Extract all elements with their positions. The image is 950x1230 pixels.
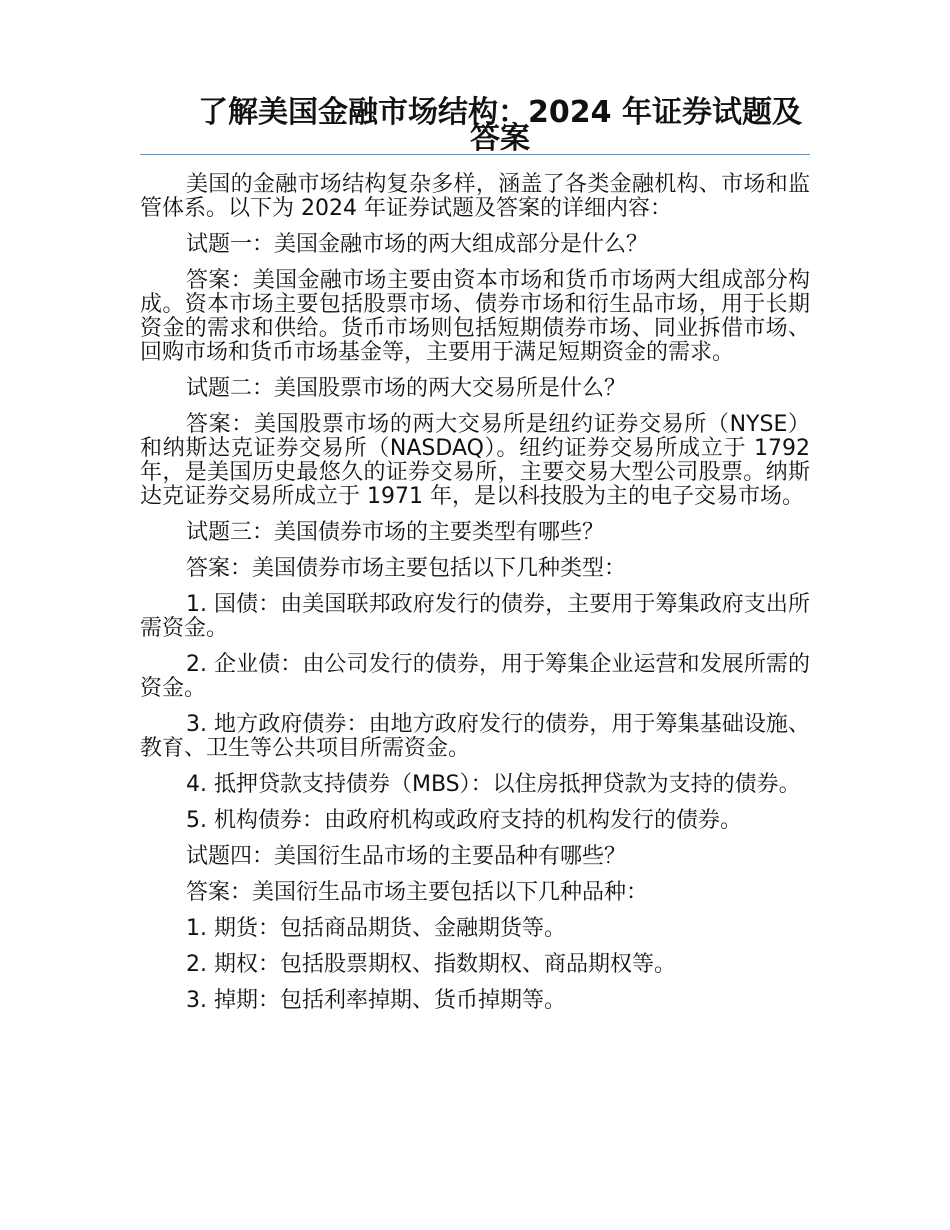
- question-4: 试题四：美国衍生品市场的主要品种有哪些？: [186, 844, 627, 869]
- question-2: 试题二：美国股票市场的两大交易所是什么？: [186, 376, 627, 401]
- derivative-type-1: 1. 期货：包括商品期货、金融期货等。: [186, 916, 566, 941]
- bond-type-2: 2. 企业债：由公司发行的债券，用于筹集企业运营和发展所需的资金。: [140, 652, 810, 701]
- answer-4-intro: 答案：美国衍生品市场主要包括以下几种品种：: [186, 880, 649, 905]
- answer-3-intro: 答案：美国债券市场主要包括以下几种类型：: [186, 556, 627, 581]
- question-3: 试题三：美国债券市场的主要类型有哪些？: [186, 520, 605, 545]
- bond-type-3: 3. 地方政府债券：由地方政府发行的债券，用于筹集基础设施、教育、卫生等公共项目所需资金。: [140, 712, 810, 761]
- intro-paragraph: 美国的金融市场结构复杂多样，涵盖了各类金融机构、市场和监管体系。以下为 2024 年证券试题及答案的详细内容：: [140, 172, 810, 221]
- derivative-type-3: 3. 掉期：包括利率掉期、货币掉期等。: [186, 988, 566, 1013]
- bond-type-5: 5. 机构债券：由政府机构或政府支持的机构发行的债券。: [186, 808, 742, 833]
- bond-type-1: 1. 国债：由美国联邦政府发行的债券，主要用于筹集政府支出所需资金。: [140, 592, 810, 641]
- document-page: [140, 95, 810, 1025]
- document-body: [140, 173, 810, 1013]
- derivative-type-2: 2. 期权：包括股票期权、指数期权、商品期权等。: [186, 952, 676, 977]
- bond-type-4: 4. 抵押贷款支持债券（MBS）：以住房抵押贷款为支持的债券。: [186, 772, 801, 797]
- document-title: 了解美国金融市场结构：2024 年证券试题及答案: [140, 100, 810, 155]
- answer-1: 答案：美国金融市场主要由资本市场和货币市场两大组成部分构成。资本市场主要包括股票市场、债券市场和衍生品市场，用于长期资金的需求和供给。货币市场则包括短期债券市场、同业拆借市场、回购市场和货币市场基金等，主要用于满足短期资金的需求。: [140, 268, 810, 365]
- answer-2: 答案：美国股票市场的两大交易所是纽约证券交易所（NYSE）和纳斯达克证券交易所（NASDAQ）。纽约证券交易所成立于 1792 年，是美国历史最悠久的证券交易所，主要交易大型公司股票。纳斯达克证券交易所成立于 1971 年，是以科技股为主的电子交易市场。: [140, 412, 810, 509]
- question-1: 试题一：美国金融市场的两大组成部分是什么？: [186, 232, 649, 257]
